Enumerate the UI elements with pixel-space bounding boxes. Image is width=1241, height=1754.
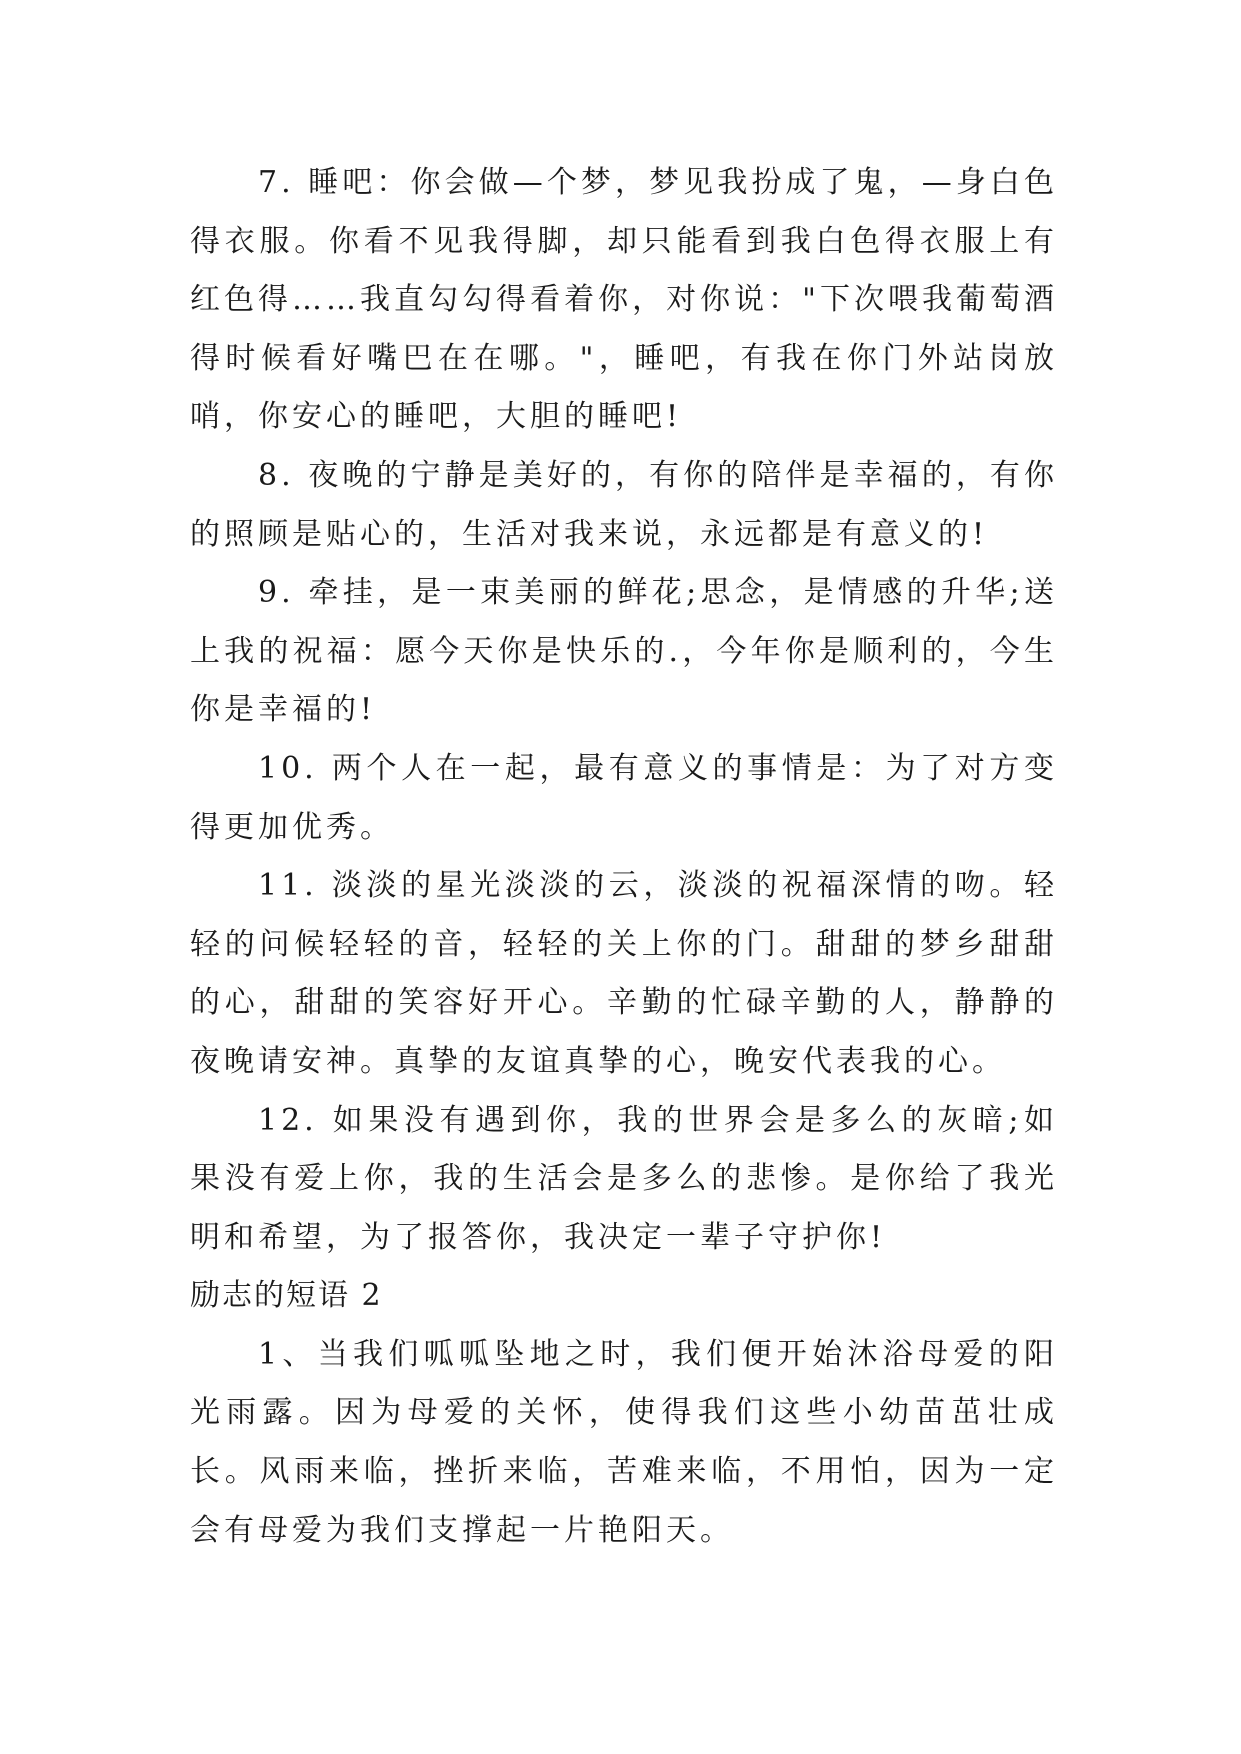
paragraph-9: 9. 牵挂，是一束美丽的鲜花;思念，是情感的升华;送上我的祝福：愿今天你是快乐的.，今年你是顺利的，今生你是幸福的! xyxy=(190,575,1058,728)
paragraph-11: 11. 淡淡的星光淡淡的云，淡淡的祝福深情的吻。轻轻的问候轻轻的音，轻轻的关上你的门。甜甜的梦乡甜甜的心，甜甜的笑容好开心。辛勤的忙碌辛勤的人，静静的夜晚请安神。真挚的友谊真挚的心，晚安代表我的心。 xyxy=(190,868,1058,1079)
document-body xyxy=(190,154,1058,1560)
paragraph-10: 10. 两个人在一起，最有意义的事情是：为了对方变得更加优秀。 xyxy=(190,750,1058,845)
paragraph-12: 12. 如果没有遇到你，我的世界会是多么的灰暗;如果没有爱上你，我的生活会是多么的悲惨。是你给了我光明和希望，为了报答你，我决定一辈子守护你! xyxy=(190,1102,1058,1255)
paragraph-7: 7. 睡吧：你会做—个梦，梦见我扮成了鬼，—身白色得衣服。你看不见我得脚，却只能看到我白色得衣服上有红色得……我直勾勾得看着你，对你说："下次喂我葡萄酒得时候看好嘴巴在在哪。"，睡吧，有我在你门外站岗放哨，你安心的睡吧，大胆的睡吧! xyxy=(190,165,1058,435)
section-heading: 励志的短语 2 xyxy=(190,1278,383,1314)
paragraph-section2-1: 1、当我们呱呱坠地之时，我们便开始沐浴母爱的阳光雨露。因为母爱的关怀，使得我们这些小幼苗茁壮成长。风雨来临，挫折来临，苦难来临，不用怕，因为一定会有母爱为我们支撑起一片艳阳天。 xyxy=(190,1336,1058,1548)
paragraph-8: 8. 夜晚的宁静是美好的，有你的陪伴是幸福的，有你的照顾是贴心的，生活对我来说，永远都是有意义的! xyxy=(190,457,1058,552)
